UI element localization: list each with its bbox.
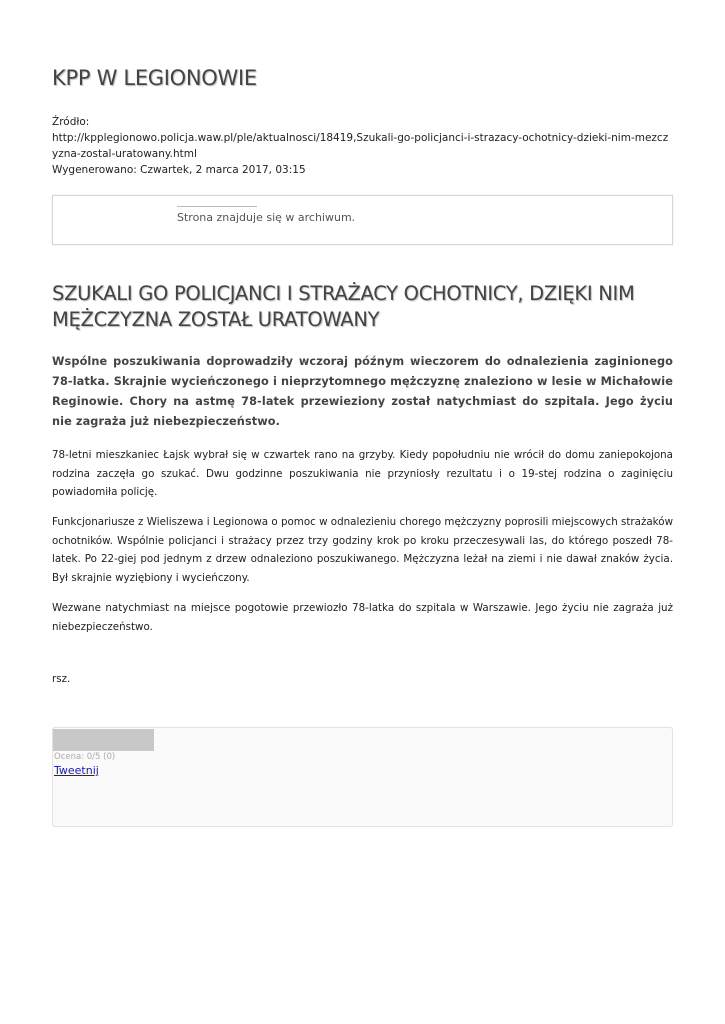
- rating-stars[interactable]: [53, 729, 154, 751]
- article-paragraph: 78-letni mieszkaniec Łajsk wybrał się w czwartek rano na grzyby. Kiedy popołudniu nie wrócił do domu zaniepokojona rodzina zaczęła go szukać. Dwu godzinne poszukiwania nie przyniosły rezultatu i o 19-stej rodzina o zaginięciu powiadomiła policję.: [52, 449, 673, 498]
- archive-divider: [177, 206, 257, 207]
- source-label: Źródło:: [52, 116, 90, 128]
- archive-notice: [52, 195, 673, 245]
- article-paragraph: Funkcjonariusze z Wieliszewa i Legionowa o pomoc w odnalezieniu chorego mężczyzny poprosili miejscowych strażaków ochotników. Wspólnie policjanci i strażacy przez trzy godziny krok po kroku przeczesywali las, do którego poszedł 78-latek. Po 22-giej pod jednym z drzew odnaleziono poszukiwanego. Mężczyzna leżał na ziemi i nie dawał znaków życia. Był skrajnie wyziębiony i wycieńczony.: [52, 516, 673, 584]
- site-title: KPP W LEGIONOWIE: [52, 66, 257, 90]
- article-lead: Wspólne poszukiwania doprowadziły wczoraj późnym wieczorem do odnalezienia zaginionego 78-latka. Skrajnie wycieńczonego i nieprzytomnego mężczyznę znaleziono w lesie w Michałowie Reginowie. Chory na astmę 78-latek przewieziony został natychmiast do szpitala. Jego życiu nie zagraża już niebezpieczeństwo.: [52, 355, 673, 428]
- archive-note: Strona znajduje się w archiwum.: [177, 211, 356, 224]
- generated-date: Wygenerowano: Czwartek, 2 marca 2017, 03:15: [52, 164, 306, 176]
- source-url: http://kpplegionowo.policja.waw.pl/ple/aktualnosci/18419,Szukali-go-policjanci-i-strazacy-ochotnicy-dzieki-nim-mezczyzna-zostal-uratowany.html: [52, 132, 669, 160]
- article-paragraph: Wezwane natychmiast na miejsce pogotowie przewiozło 78-latka do szpitala w Warszawie. Jego życiu nie zagraża już niebezpieczeństwo.: [52, 602, 673, 633]
- rating-panel: [52, 727, 673, 827]
- article-title: SZUKALI GO POLICJANCI I STRAŻACY OCHOTNICY, DZIĘKI NIM MĘŻCZYZNA ZOSTAŁ URATOWANY: [52, 282, 635, 331]
- article-signature: rsz.: [52, 673, 71, 685]
- rating-text: Ocena: 0/5 (0): [54, 752, 116, 762]
- document-meta: [52, 114, 673, 178]
- tweet-link[interactable]: Tweetnij: [54, 764, 99, 777]
